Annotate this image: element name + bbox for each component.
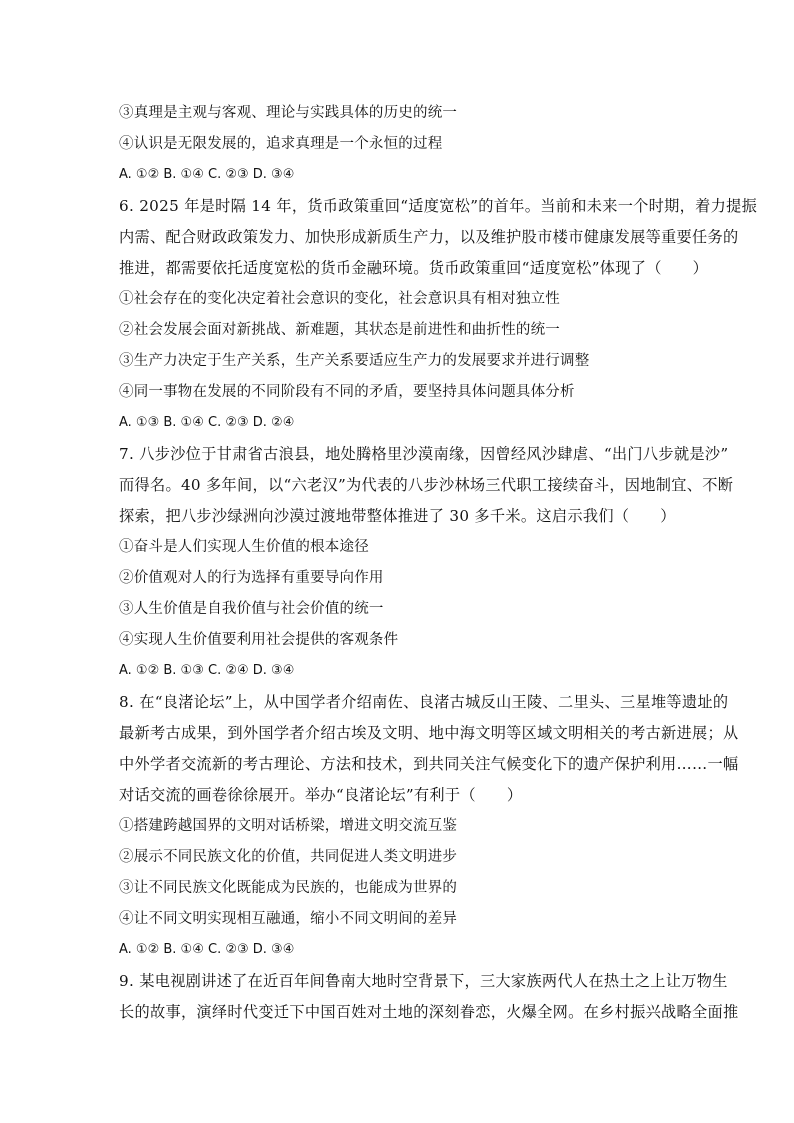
q8-stem-line-3: 中外学者交流新的考古理论、方法和技术，到共同关注气候变化下的遗产保护利用……一幅 — [119, 755, 739, 773]
q7-statement-4: ④实现人生价值要利用社会提供的客观条件 — [119, 632, 399, 648]
q6-stem-line-2: 内需、配合财政政策发力、加快形成新质生产力，以及维护股市楼市健康发展等重要任务的 — [119, 228, 739, 246]
q6-statement-1: ①社会存在的变化决定着社会意识的变化，社会意识具有相对独立性 — [119, 291, 560, 307]
q8-stem-line-4: 对话交流的画卷徐徐展开。举办“良渚论坛”有利于（ ） — [119, 786, 523, 804]
q8-statement-2: ②展示不同民族文化的价值，共同促进人类文明进步 — [119, 849, 458, 865]
q5-statement-3: ③真理是主观与客观、理论与实践具体的历史的统一 — [119, 105, 458, 121]
q7-statement-3: ③人生价值是自我价值与社会价值的统一 — [119, 601, 384, 617]
q8-stem-line-1: 8. 在“良渚论坛”上，从中国学者介绍南佐、良渚古城反山王陵、二里头、三星堆等遗址的 — [119, 693, 729, 711]
q7-stem-line-2: 而得名。40 多年间，以“六老汉”为代表的八步沙林场三代职工接续奋斗，因地制宜、不断 — [119, 476, 734, 494]
q6-stem-line-1: 6. 2025 年是时隔 14 年，货币政策重回“适度宽松”的首年。当前和未来一个时期，着力提振 — [119, 197, 758, 215]
q5-statement-4: ④认识是无限发展的，追求真理是一个永恒的过程 — [119, 136, 443, 152]
q7-stem-line-3: 探索，把八步沙绿洲向沙漠过渡地带整体推进了 30 多千米。这启示我们（ ） — [119, 507, 676, 525]
q7-stem-line-1: 7. 八步沙位于甘肃省古浪县，地处腾格里沙漠南缘，因曾经风沙肆虐、“出门八步就是沙” — [119, 445, 729, 463]
q8-statement-3: ③让不同民族文化既能成为民族的，也能成为世界的 — [119, 880, 458, 896]
q6-stem-line-3: 推进，都需要依托适度宽松的货币金融环境。货币政策重回“适度宽松”体现了（ ） — [119, 259, 709, 277]
q7-options: A. ①② B. ①③ C. ②④ D. ③④ — [119, 663, 295, 678]
q9-stem-line-2: 长的故事，演绎时代变迁下中国百姓对土地的深刻眷恋，火爆全网。在乡村振兴战略全面推 — [119, 1003, 739, 1021]
q9-stem-line-1: 9. 某电视剧讲述了在近百年间鲁南大地时空背景下，三大家族两代人在热土之上让万物生 — [119, 972, 728, 990]
q6-statement-4: ④同一事物在发展的不同阶段有不同的矛盾，要坚持具体问题具体分析 — [119, 384, 575, 400]
q6-statement-3: ③生产力决定于生产关系，生产关系要适应生产力的发展要求并进行调整 — [119, 353, 590, 369]
q8-statement-1: ①搭建跨越国界的文明对话桥梁，增进文明交流互鉴 — [119, 818, 458, 834]
q6-statement-2: ②社会发展会面对新挑战、新难题，其状态是前进性和曲折性的统一 — [119, 322, 560, 338]
q5-options: A. ①② B. ①④ C. ②③ D. ③④ — [119, 167, 295, 182]
q7-statement-2: ②价值观对人的行为选择有重要导向作用 — [119, 570, 384, 586]
q7-statement-1: ①奋斗是人们实现人生价值的根本途径 — [119, 539, 369, 555]
q6-options: A. ①③ B. ①④ C. ②③ D. ②④ — [119, 415, 295, 430]
q8-statement-4: ④让不同文明实现相互融通，缩小不同文明间的差异 — [119, 911, 458, 927]
q8-options: A. ①② B. ①④ C. ②③ D. ③④ — [119, 942, 295, 957]
q8-stem-line-2: 最新考古成果，到外国学者介绍古埃及文明、地中海文明等区域文明相关的考古新进展；从 — [119, 724, 739, 742]
